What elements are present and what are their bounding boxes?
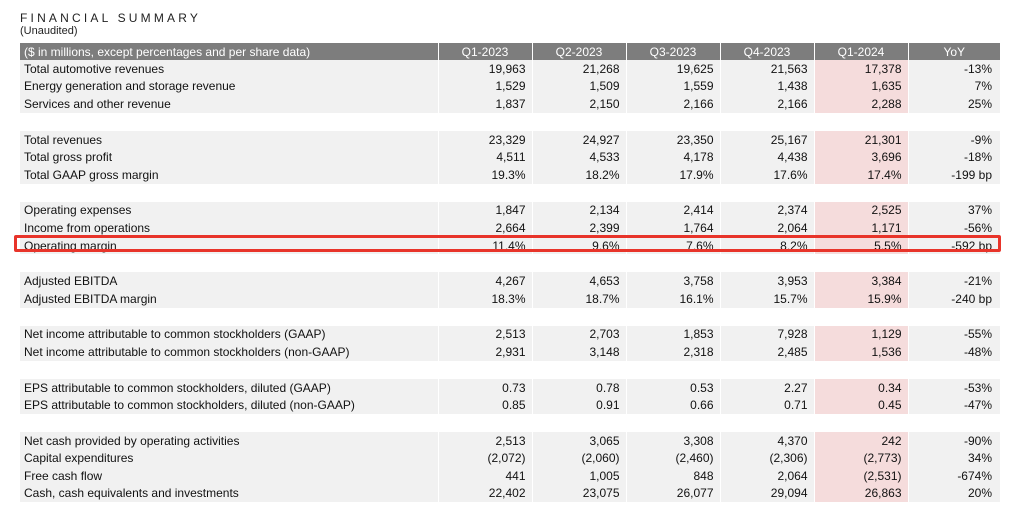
cell-q1-2024: 15.9%: [814, 290, 908, 308]
cell-q4-2023: 25,167: [720, 131, 814, 149]
row-label: Energy generation and storage revenue: [20, 78, 438, 96]
cell-q3-2023: 2,318: [626, 343, 720, 361]
cell-q3-2023: 3,308: [626, 432, 720, 450]
cell-q4-2023: 1,438: [720, 78, 814, 96]
cell-q2-2023: 2,134: [532, 202, 626, 220]
table-row: [20, 396, 1000, 414]
cell-q4-2023: 8.2%: [720, 237, 814, 255]
cell-q1-2023: 19,963: [438, 60, 532, 78]
cell-q1-2024: (2,773): [814, 450, 908, 468]
cell-q4-2023: 2,166: [720, 95, 814, 113]
table-row: [20, 467, 1000, 485]
cell-q1-2024: 0.34: [814, 379, 908, 397]
table-row: [20, 450, 1000, 468]
cell-q1-2023: 2,513: [438, 326, 532, 344]
cell-q1-2023: 2,931: [438, 343, 532, 361]
table-row: [20, 202, 1000, 220]
cell-q2-2023: 23,075: [532, 485, 626, 503]
row-label: Net cash provided by operating activities: [20, 432, 438, 450]
cell-yoy: -674%: [908, 467, 1000, 485]
row-label: Total gross profit: [20, 148, 438, 166]
cell-q1-2023: 441: [438, 467, 532, 485]
cell-yoy: -199 bp: [908, 166, 1000, 184]
cell-q2-2023: 18.2%: [532, 166, 626, 184]
cell-q2-2023: 21,268: [532, 60, 626, 78]
cell-q4-2023: 4,370: [720, 432, 814, 450]
row-label: Free cash flow: [20, 467, 438, 485]
column-header-q2-2023: Q2-2023: [532, 43, 626, 60]
cell-q4-2023: 21,563: [720, 60, 814, 78]
cell-q2-2023: 4,653: [532, 272, 626, 290]
cell-q2-2023: 9.6%: [532, 237, 626, 255]
cell-q1-2023: 4,511: [438, 148, 532, 166]
row-label: Services and other revenue: [20, 95, 438, 113]
cell-yoy: 25%: [908, 95, 1000, 113]
cell-q3-2023: 2,166: [626, 95, 720, 113]
cell-yoy: 20%: [908, 485, 1000, 503]
cell-q4-2023: 15.7%: [720, 290, 814, 308]
cell-q4-2023: 2,064: [720, 467, 814, 485]
cell-q1-2024: 242: [814, 432, 908, 450]
cell-q4-2023: 29,094: [720, 485, 814, 503]
cell-q3-2023: 0.66: [626, 396, 720, 414]
cell-q3-2023: 1,764: [626, 219, 720, 237]
cell-q1-2024: 1,129: [814, 326, 908, 344]
cell-q1-2024: 17.4%: [814, 166, 908, 184]
cell-yoy: -240 bp: [908, 290, 1000, 308]
cell-q1-2023: 0.73: [438, 379, 532, 397]
cell-q3-2023: 7.6%: [626, 237, 720, 255]
cell-q4-2023: 17.6%: [720, 166, 814, 184]
row-label: Total automotive revenues: [20, 60, 438, 78]
table-row: [20, 432, 1000, 450]
table-row: [20, 78, 1000, 96]
group-spacer: [20, 113, 1000, 131]
cell-q1-2023: 4,267: [438, 272, 532, 290]
cell-yoy: -90%: [908, 432, 1000, 450]
cell-q1-2024: 1,635: [814, 78, 908, 96]
cell-q2-2023: 18.7%: [532, 290, 626, 308]
page-title: FINANCIAL SUMMARY: [20, 11, 202, 25]
table-header-row: [20, 43, 1000, 60]
cell-yoy: -53%: [908, 379, 1000, 397]
spacer-cell: [20, 308, 1000, 326]
cell-q4-2023: 7,928: [720, 326, 814, 344]
cell-q3-2023: 2,414: [626, 202, 720, 220]
row-label: EPS attributable to common stockholders, diluted (GAAP): [20, 379, 438, 397]
cell-q2-2023: 0.91: [532, 396, 626, 414]
cell-q1-2024: (2,531): [814, 467, 908, 485]
cell-q1-2023: 2,664: [438, 219, 532, 237]
cell-q1-2023: 18.3%: [438, 290, 532, 308]
spacer-cell: [20, 414, 1000, 432]
cell-q1-2024: 3,696: [814, 148, 908, 166]
cell-q1-2024: 2,288: [814, 95, 908, 113]
table-body: [20, 60, 1000, 502]
cell-q3-2023: 16.1%: [626, 290, 720, 308]
cell-q1-2023: 0.85: [438, 396, 532, 414]
cell-q1-2024: 3,384: [814, 272, 908, 290]
spacer-cell: [20, 113, 1000, 131]
row-label: Cash, cash equivalents and investments: [20, 485, 438, 503]
cell-q1-2023: (2,072): [438, 450, 532, 468]
table-row: [20, 166, 1000, 184]
cell-yoy: -592 bp: [908, 237, 1000, 255]
cell-q1-2023: 23,329: [438, 131, 532, 149]
group-spacer: [20, 254, 1000, 272]
cell-yoy: 37%: [908, 202, 1000, 220]
column-header-label: ($ in millions, except percentages and per share data): [20, 43, 438, 60]
cell-q1-2024: 1,171: [814, 219, 908, 237]
row-label: Adjusted EBITDA margin: [20, 290, 438, 308]
group-spacer: [20, 184, 1000, 202]
cell-q3-2023: 0.53: [626, 379, 720, 397]
table-row: [20, 148, 1000, 166]
cell-q1-2023: 22,402: [438, 485, 532, 503]
spacer-cell: [20, 254, 1000, 272]
cell-q2-2023: 2,150: [532, 95, 626, 113]
cell-q4-2023: 4,438: [720, 148, 814, 166]
cell-q1-2024: 5.5%: [814, 237, 908, 255]
cell-q1-2023: 11.4%: [438, 237, 532, 255]
table-row: [20, 95, 1000, 113]
cell-yoy: -9%: [908, 131, 1000, 149]
group-spacer: [20, 308, 1000, 326]
cell-q2-2023: 24,927: [532, 131, 626, 149]
table-row: [20, 272, 1000, 290]
cell-yoy: 34%: [908, 450, 1000, 468]
cell-q4-2023: 2,064: [720, 219, 814, 237]
row-label: Net income attributable to common stockholders (GAAP): [20, 326, 438, 344]
column-header-q1-2023: Q1-2023: [438, 43, 532, 60]
cell-q1-2024: 2,525: [814, 202, 908, 220]
cell-q2-2023: 0.78: [532, 379, 626, 397]
page-subtitle: (Unaudited): [20, 25, 78, 37]
cell-yoy: -56%: [908, 219, 1000, 237]
table-row: [20, 237, 1000, 255]
table-row: [20, 219, 1000, 237]
cell-q2-2023: 2,703: [532, 326, 626, 344]
cell-q3-2023: 3,758: [626, 272, 720, 290]
cell-q3-2023: 23,350: [626, 131, 720, 149]
cell-yoy: -55%: [908, 326, 1000, 344]
cell-q3-2023: 1,853: [626, 326, 720, 344]
table-row: [20, 379, 1000, 397]
row-label: Total revenues: [20, 131, 438, 149]
cell-q4-2023: 2,485: [720, 343, 814, 361]
cell-q3-2023: 1,559: [626, 78, 720, 96]
spacer-cell: [20, 361, 1000, 379]
column-header-yoy: YoY: [908, 43, 1000, 60]
row-label: Total GAAP gross margin: [20, 166, 438, 184]
row-label: Adjusted EBITDA: [20, 272, 438, 290]
table-row: [20, 343, 1000, 361]
cell-q3-2023: (2,460): [626, 450, 720, 468]
cell-q3-2023: 19,625: [626, 60, 720, 78]
table-row: [20, 131, 1000, 149]
cell-q3-2023: 4,178: [626, 148, 720, 166]
cell-q1-2023: 1,847: [438, 202, 532, 220]
cell-q1-2023: 2,513: [438, 432, 532, 450]
row-label: Net income attributable to common stockholders (non-GAAP): [20, 343, 438, 361]
table-row: [20, 60, 1000, 78]
cell-q4-2023: 2,374: [720, 202, 814, 220]
cell-q2-2023: 3,065: [532, 432, 626, 450]
cell-yoy: -18%: [908, 148, 1000, 166]
cell-q4-2023: 2.27: [720, 379, 814, 397]
cell-yoy: -47%: [908, 396, 1000, 414]
spacer-cell: [20, 184, 1000, 202]
cell-q1-2024: 1,536: [814, 343, 908, 361]
group-spacer: [20, 414, 1000, 432]
row-label: Income from operations: [20, 219, 438, 237]
cell-q1-2024: 21,301: [814, 131, 908, 149]
cell-yoy: -48%: [908, 343, 1000, 361]
cell-q4-2023: 3,953: [720, 272, 814, 290]
row-label: Operating expenses: [20, 202, 438, 220]
cell-q1-2024: 26,863: [814, 485, 908, 503]
cell-q1-2024: 0.45: [814, 396, 908, 414]
cell-yoy: -21%: [908, 272, 1000, 290]
cell-q3-2023: 848: [626, 467, 720, 485]
table-row: [20, 290, 1000, 308]
cell-q1-2024: 17,378: [814, 60, 908, 78]
group-spacer: [20, 361, 1000, 379]
table-row: [20, 326, 1000, 344]
cell-q1-2023: 1,837: [438, 95, 532, 113]
cell-q2-2023: 2,399: [532, 219, 626, 237]
cell-q1-2023: 19.3%: [438, 166, 532, 184]
column-header-q3-2023: Q3-2023: [626, 43, 720, 60]
cell-q2-2023: 3,148: [532, 343, 626, 361]
cell-yoy: 7%: [908, 78, 1000, 96]
cell-yoy: -13%: [908, 60, 1000, 78]
cell-q2-2023: 1,509: [532, 78, 626, 96]
cell-q4-2023: 0.71: [720, 396, 814, 414]
row-label: Capital expenditures: [20, 450, 438, 468]
cell-q3-2023: 26,077: [626, 485, 720, 503]
cell-q2-2023: (2,060): [532, 450, 626, 468]
row-label: Operating margin: [20, 237, 438, 255]
cell-q3-2023: 17.9%: [626, 166, 720, 184]
column-header-q1-2024: Q1-2024: [814, 43, 908, 60]
cell-q1-2023: 1,529: [438, 78, 532, 96]
cell-q4-2023: (2,306): [720, 450, 814, 468]
column-header-q4-2023: Q4-2023: [720, 43, 814, 60]
row-label: EPS attributable to common stockholders, diluted (non-GAAP): [20, 396, 438, 414]
cell-q2-2023: 4,533: [532, 148, 626, 166]
table-row: [20, 485, 1000, 503]
cell-q2-2023: 1,005: [532, 467, 626, 485]
financial-summary-table: [20, 43, 1000, 502]
